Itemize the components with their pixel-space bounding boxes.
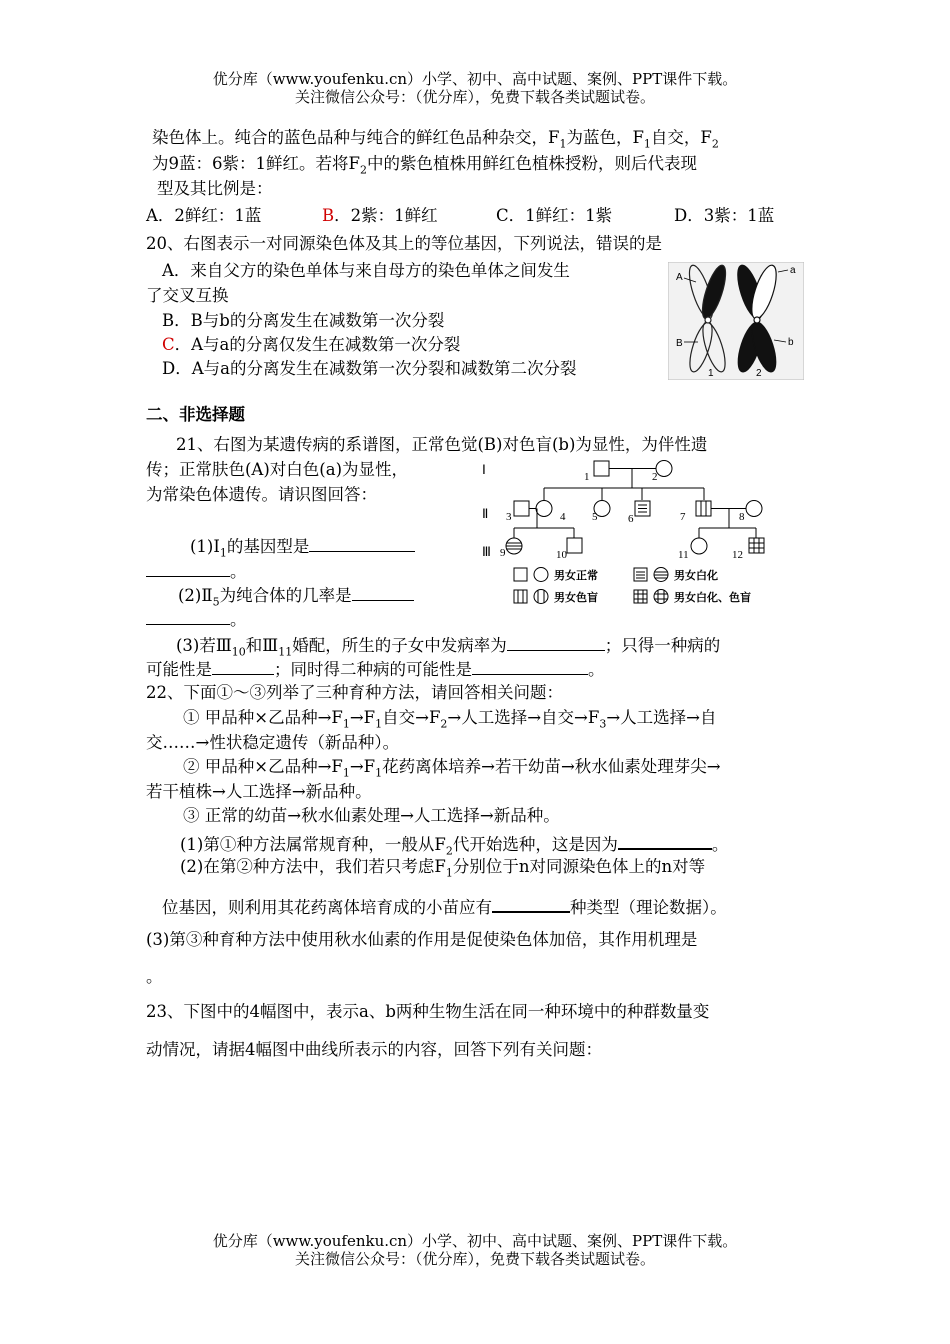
label-b: b <box>788 337 794 348</box>
svg-text:12: 12 <box>732 549 743 561</box>
q22-part-3: (3)第③种育种方法中使用秋水仙素的作用是促使染色体加倍，其作用机理是 <box>146 930 698 949</box>
q22-method-2-cont: 若干植株→人工选择→新品种。 <box>146 782 372 801</box>
q21-answer-blank-3b[interactable] <box>212 656 274 675</box>
svg-text:5: 5 <box>592 511 598 523</box>
q22-part-2: (2)在第②种方法中，我们若只考虑$F_1$分别位于n对同源染色体上的n对等 <box>180 857 706 880</box>
svg-text:3: 3 <box>506 511 512 523</box>
q21-part-2: $(2)Ⅱ_5$为纯合体的几率是 <box>178 582 414 607</box>
q20-option-a-line2: 了交叉互换 <box>146 286 229 305</box>
label-2: 2 <box>756 368 762 379</box>
header-line-2: 关注微信公众号：（优分库），免费下载各类试题试卷。 <box>294 88 655 106</box>
q21-answer-blank-1b[interactable] <box>146 558 230 577</box>
q21-answer-blank-3c[interactable] <box>472 656 588 675</box>
q22-method-1-cont: 交……→性状稳定遗传（新品种）。 <box>146 733 400 752</box>
q19-option-d: D．3紫：1蓝 <box>674 206 775 225</box>
q19-option-a: A．2鲜红：1蓝 <box>146 206 262 225</box>
q21-part-2-cont: 。 <box>146 606 247 631</box>
q21-line-2: 传；正常肤色(A)对白色(a)为显性， <box>146 460 409 479</box>
q23-line-1: 23、下图中的4幅图中，表示a、b两种生物生活在同一种环境中的种群数量变 <box>146 1002 710 1021</box>
q20-option-c: C．A与a的分离仅发生在减数第一次分裂 <box>162 335 461 354</box>
svg-text:9: 9 <box>500 547 506 559</box>
q22-method-1: ① 甲品种×乙品种$\to F_1\to F_1$自交$\to F_2\to$人工选择→自交$\to F_3\to$人工选择→自 <box>183 708 717 731</box>
legend-albino: 男女白化 <box>674 569 718 582</box>
q19-line-3: 型及其比例是： <box>157 179 273 198</box>
label-1: 1 <box>708 368 714 379</box>
q22-answer-blank-2[interactable] <box>492 893 570 913</box>
q20-option-a-line1: A．来自父方的染色单体与来自母方的染色单体之间发生 <box>162 261 570 280</box>
svg-text:2: 2 <box>652 471 658 483</box>
q22-part-2-cont: 位基因，则利用其花药离体培育成的小苗应有 种类型（理论数据）。 <box>162 893 727 919</box>
q21-line-3: 为常染色体遗传。请识图回答： <box>146 485 377 504</box>
legend-colorblind: 男女色盲 <box>554 591 598 604</box>
q21-answer-blank-3a[interactable] <box>507 632 605 651</box>
q22-answer-blank-1[interactable] <box>618 830 712 850</box>
svg-text:4: 4 <box>560 511 566 523</box>
q21-part-3: (3)若$Ⅲ_{10}$和$Ⅲ_{11}$婚配，所生的子女中发病率为 ；只得一种病的 <box>176 632 720 657</box>
svg-text:8: 8 <box>739 511 745 523</box>
svg-text:10: 10 <box>556 549 567 561</box>
q21-answer-blank-2b[interactable] <box>146 606 230 625</box>
svg-text:Ⅲ: Ⅲ <box>482 544 491 559</box>
svg-text:6: 6 <box>628 513 634 525</box>
q19-option-b: B．2紫：1鲜红 <box>322 206 438 225</box>
q20-option-b: B．B与b的分离发生在减数第一次分裂 <box>162 311 445 330</box>
q21-answer-blank-1a[interactable] <box>309 533 415 552</box>
q21-part-1-cont: 。 <box>146 558 247 583</box>
q19-line-1: 染色体上。纯合的蓝色品种与纯合的鲜红色品种杂交，$F_1$为蓝色，$F_1$自交，$F_2$ <box>152 128 719 151</box>
label-A: A <box>676 272 683 283</box>
section-2-title: 二、非选择题 <box>146 405 245 424</box>
header-line-1: 优分库（www.youfenku.cn）小学、初中、高中试题、案例、PPT课件下载。 <box>212 70 738 88</box>
q20-option-d: D．A与a的分离发生在减数第一次分裂和减数第二次分裂 <box>162 359 577 378</box>
q22-part-3-end: 。 <box>146 967 163 986</box>
q21-answer-blank-2a[interactable] <box>352 582 414 601</box>
q21-part-3-cont: 可能性是 ；同时得二种病的可能性是 。 <box>146 656 605 681</box>
svg-text:Ⅰ: Ⅰ <box>482 462 486 477</box>
q21-line-1: 21、右图为某遗传病的系谱图，正常色觉(B)对色盲(b)为显性，为伴性遗 <box>176 435 708 454</box>
pedigree-figure <box>474 458 790 610</box>
q21-part-1: $(1)Ⅰ_1$的基因型是 <box>190 533 415 558</box>
svg-text:7: 7 <box>680 511 686 523</box>
legend-normal: 男女正常 <box>554 569 598 582</box>
q19-option-c: C．1鲜红：1紫 <box>496 206 613 225</box>
q23-line-2: 动情况，请据4幅图中曲线所表示的内容，回答下列有关问题： <box>146 1040 602 1059</box>
chromosome-figure <box>668 262 804 380</box>
svg-text:11: 11 <box>678 549 689 561</box>
footer-line-2: 关注微信公众号：（优分库），免费下载各类试题试卷。 <box>294 1250 655 1268</box>
q22-part-1: (1)第①种方法属常规育种，一般从$F_2$代开始选种，这是因为 。 <box>180 830 728 856</box>
q22-method-2: ② 甲品种×乙品种$\to F_1\to F_1$花药离体培养→若干幼苗→秋水仙素处理芽尖→ <box>183 757 721 780</box>
q22-stem: 22、下面①～③列举了三种育种方法，请回答相关问题： <box>146 683 563 702</box>
q22-method-3: ③ 正常的幼苗→秋水仙素处理→人工选择→新品种。 <box>183 806 560 825</box>
label-B: B <box>676 338 683 349</box>
svg-text:1: 1 <box>584 471 590 483</box>
footer-line-1: 优分库（www.youfenku.cn）小学、初中、高中试题、案例、PPT课件下载。 <box>212 1232 738 1250</box>
q20-stem: 20、右图表示一对同源染色体及其上的等位基因，下列说法，错误的是 <box>146 234 662 253</box>
legend-albino-colorblind: 男女白化、色盲 <box>674 591 751 604</box>
label-a: a <box>790 265 796 276</box>
q19-line-2: 为9蓝：6紫：1鲜红。若将$F_2$中的紫色植株用鲜红色植株授粉，则后代表现 <box>152 154 697 177</box>
svg-text:Ⅱ: Ⅱ <box>482 506 489 521</box>
